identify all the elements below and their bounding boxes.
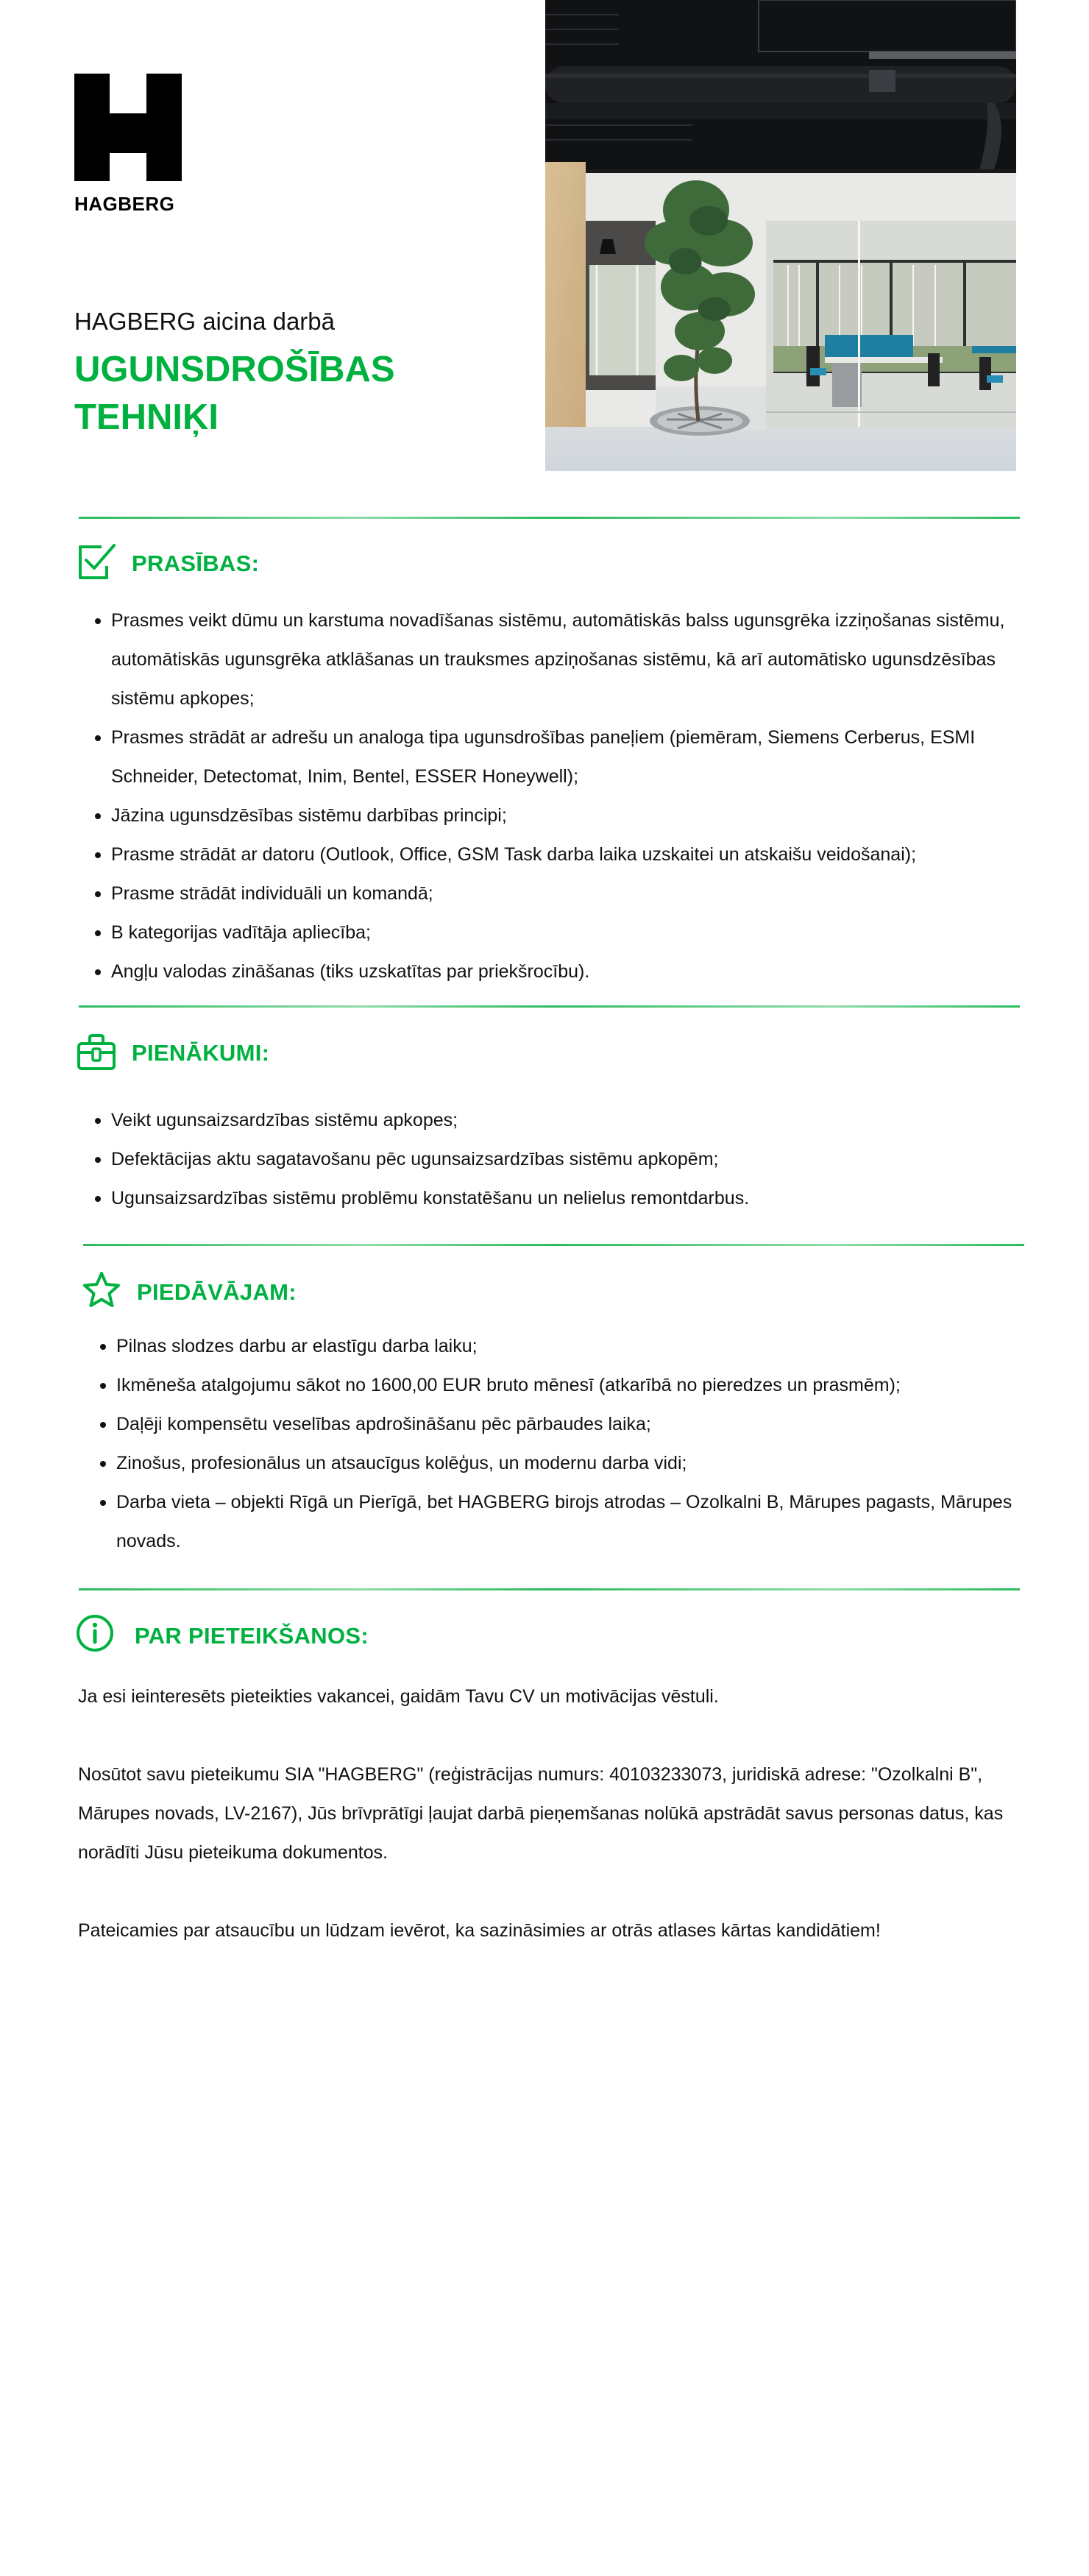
- hagberg-logo-mark: [74, 74, 182, 181]
- duties-title: PIENĀKUMI:: [132, 1040, 270, 1066]
- list-item: Darba vieta – objekti Rīgā un Pierīgā, bet HAGBERG birojs atrodas – Ozolkalni B, Mārupes pagasts, Mārupes novads.: [81, 1483, 1015, 1561]
- office-interior-photo: [545, 0, 1016, 471]
- section-divider: [79, 517, 1020, 519]
- office-photo-illustration: [545, 0, 1016, 471]
- section-divider: [79, 1005, 1020, 1008]
- section-divider: [79, 1588, 1020, 1590]
- list-item: Prasmes strādāt ar adrešu un analoga tipa ugunsdrošības paneļiem (piemēram, Siemens Cerberus, ESMI Schneider, Detectomat, Inim, Bentel, ESSER Honeywell);: [76, 718, 1025, 796]
- offer-heading: [81, 1270, 1037, 1311]
- apply-body: [76, 1677, 1024, 1950]
- list-item: Veikt ugunsaizsardzības sistēmu apkopes;: [76, 1101, 1025, 1140]
- duties-section: [76, 1030, 1032, 1218]
- info-icon: [76, 1614, 117, 1655]
- checkbox-icon: [76, 541, 117, 582]
- apply-heading: [76, 1614, 1032, 1655]
- hero-subtitle: HAGBERG aicina darbā: [74, 308, 335, 335]
- requirements-list: [76, 601, 1025, 991]
- list-item: B kategorijas vadītāja apliecība;: [76, 913, 1025, 952]
- list-item: Prasme strādāt ar datoru (Outlook, Office, GSM Task darba laika uzskaitei un atskaišu veidošanai);: [76, 835, 1025, 874]
- list-item: Jāzina ugunsdzēsības sistēmu darbības principi;: [76, 796, 1025, 835]
- title-line-2: TEHNIĶI: [74, 397, 219, 437]
- page-title: [74, 346, 395, 442]
- apply-title: PAR PIETEIKŠANOS:: [135, 1623, 369, 1649]
- list-item: Ikmēneša atalgojumu sākot no 1600,00 EUR bruto mēnesī (atkarībā no pieredzes un prasmēm);: [81, 1366, 1015, 1405]
- h-logo-icon: [74, 74, 182, 181]
- apply-paragraph: Ja esi ieinteresēts pieteikties vakancei, gaidām Tavu CV un motivācijas vēstuli.: [78, 1686, 719, 1707]
- requirements-heading: [76, 541, 1032, 582]
- section-divider: [83, 1244, 1024, 1246]
- list-item: Prasme strādāt individuāli un komandā;: [76, 874, 1025, 913]
- briefcase-icon: [76, 1030, 117, 1072]
- title-line-1: UGUNSDROŠĪBAS: [74, 350, 395, 389]
- offer-list: [81, 1327, 1015, 1561]
- list-item: Zinošus, profesionālus un atsaucīgus kolēģus, un modernu darba vidi;: [81, 1444, 1015, 1483]
- list-item: Daļēji kompensētu veselības apdrošināšanu pēc pārbaudes laika;: [81, 1405, 1015, 1444]
- consent-paragraph: Nosūtot savu pieteikumu SIA "HAGBERG" (reģistrācijas numurs: 40103233073, juridiskā adrese: "Ozolkalni B", Mārupes novads, LV-2167), Jūs brīvprātīgi ļaujat darbā pieņemšanas nolūkā apstrādāt savus personas datus, kas norādīti Jūsu pieteikuma dokumentos.: [78, 1764, 1004, 1863]
- duties-heading: [76, 1030, 1032, 1072]
- list-item: Ugunsaizsardzības sistēmu problēmu konstatēšanu un nelielus remontdarbus.: [76, 1179, 1025, 1218]
- apply-section: [76, 1614, 1032, 1950]
- requirements-title: PRASĪBAS:: [132, 551, 260, 576]
- requirements-section: [76, 541, 1032, 991]
- logo-wordmark: HAGBERG: [74, 193, 175, 215]
- offer-section: [81, 1270, 1037, 1561]
- thanks-paragraph: Pateicamies par atsaucību un lūdzam ievērot, ka sazināsimies ar otrās atlases kārtas kandidātiem!: [78, 1920, 881, 1941]
- duties-list: [76, 1101, 1025, 1218]
- list-item: Angļu valodas zināšanas (tiks uzskatītas par priekšrocību).: [76, 952, 1025, 991]
- list-item: Prasmes veikt dūmu un karstuma novadīšanas sistēmu, automātiskās balss ugunsgrēka izziņošanas sistēmu, automātiskās ugunsgrēka atklāšanas un trauksmes apziņošanas sistēmu, kā arī automātisko ugunsdzēsības sistēmu apkopes;: [76, 601, 1025, 718]
- star-icon: [81, 1270, 122, 1311]
- offer-title: PIEDĀVĀJAM:: [137, 1279, 297, 1305]
- list-item: Pilnas slodzes darbu ar elastīgu darba laiku;: [81, 1327, 1015, 1366]
- list-item: Defektācijas aktu sagatavošanu pēc ugunsaizsardzības sistēmu apkopēm;: [76, 1140, 1025, 1179]
